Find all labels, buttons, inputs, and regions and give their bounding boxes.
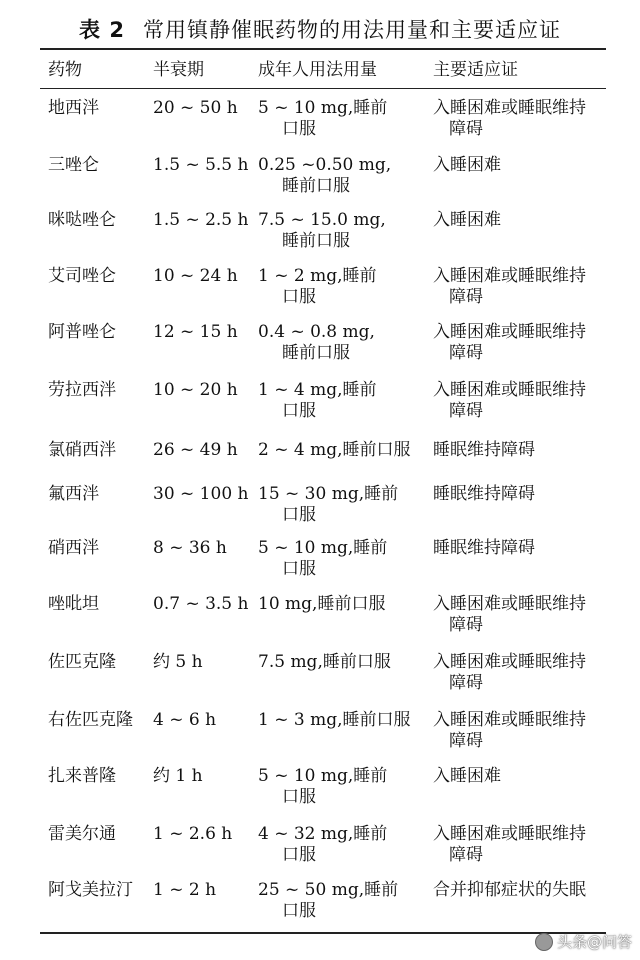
half-life: 10 ~ 20 h (153, 380, 238, 400)
dosage-line-1: 2 ~ 4 mg,睡前口服 (258, 440, 411, 460)
indication (433, 155, 618, 176)
drug-name: 咪哒唑仑 (48, 210, 116, 230)
half-life: 约 5 h (153, 652, 203, 672)
dosage-line-1: 5 ~ 10 mg,睡前 (258, 766, 388, 786)
table-title (0, 14, 640, 44)
table-row (0, 824, 640, 874)
dosage-line-1: 0.4 ~ 0.8 mg, (258, 322, 375, 342)
half-life: 30 ~ 100 h (153, 484, 249, 504)
table-number: 表 2 (79, 18, 125, 42)
dosage (258, 322, 428, 364)
header-drug: 药物 (48, 60, 82, 80)
dosage (258, 484, 428, 526)
dosage-line-2: 口服 (282, 901, 316, 921)
header-rule (40, 88, 606, 89)
table-row (0, 210, 640, 260)
dosage-line-1: 0.25 ~0.50 mg, (258, 155, 392, 175)
indication-line-2: 障碍 (449, 845, 483, 865)
indication-line-2: 障碍 (449, 119, 483, 139)
table-row (0, 266, 640, 316)
indication-line-1: 睡眠维持障碍 (433, 440, 535, 460)
dosage-line-1: 1 ~ 4 mg,睡前 (258, 380, 377, 400)
watermark-logo-icon (535, 933, 553, 951)
header-half-life: 半衰期 (153, 60, 204, 80)
dosage-line-2: 口服 (282, 287, 316, 307)
table-row (0, 98, 640, 148)
dosage-line-2: 口服 (282, 559, 316, 579)
dosage (258, 710, 428, 731)
table-row (0, 155, 640, 205)
table-row (0, 440, 640, 490)
half-life: 0.7 ~ 3.5 h (153, 594, 249, 614)
half-life: 1 ~ 2 h (153, 880, 217, 900)
half-life: 1 ~ 2.6 h (153, 824, 233, 844)
dosage (258, 440, 428, 461)
dosage-line-1: 4 ~ 32 mg,睡前 (258, 824, 388, 844)
dosage (258, 594, 428, 615)
indication (433, 710, 618, 752)
indication-line-1: 入睡困难或睡眠维持 (433, 266, 586, 286)
dosage-line-1: 5 ~ 10 mg,睡前 (258, 98, 388, 118)
dosage (258, 538, 428, 580)
indication-line-1: 入睡困难或睡眠维持 (433, 652, 586, 672)
dosage-line-2: 口服 (282, 787, 316, 807)
drug-name: 唑吡坦 (48, 594, 99, 614)
drug-name: 氟西泮 (48, 484, 99, 504)
half-life: 12 ~ 15 h (153, 322, 238, 342)
bottom-rule (40, 932, 606, 934)
indication-line-1: 入睡困难或睡眠维持 (433, 380, 586, 400)
dosage-line-1: 7.5 ~ 15.0 mg, (258, 210, 386, 230)
table-row (0, 710, 640, 760)
indication-line-1: 入睡困难或睡眠维持 (433, 710, 586, 730)
dosage (258, 824, 428, 866)
table-row (0, 880, 640, 930)
indication (433, 880, 618, 901)
dosage-line-1: 15 ~ 30 mg,睡前 (258, 484, 399, 504)
indication-line-1: 睡眠维持障碍 (433, 484, 535, 504)
indication (433, 538, 618, 559)
indication-line-2: 障碍 (449, 287, 483, 307)
dosage-line-2: 口服 (282, 505, 316, 525)
indication-line-1: 入睡困难或睡眠维持 (433, 322, 586, 342)
indication (433, 484, 618, 505)
dosage-line-2: 口服 (282, 401, 316, 421)
watermark-text: 头条@问答 (556, 933, 632, 951)
drug-name: 扎来普隆 (48, 766, 116, 786)
indication-line-1: 入睡困难或睡眠维持 (433, 824, 586, 844)
dosage-line-2: 口服 (282, 119, 316, 139)
indication (433, 266, 618, 308)
dosage-line-2: 睡前口服 (282, 176, 350, 196)
indication-line-2: 障碍 (449, 343, 483, 363)
drug-name: 阿普唑仑 (48, 322, 116, 342)
indication-line-1: 合并抑郁症状的失眠 (433, 880, 586, 900)
indication-line-2: 障碍 (449, 673, 483, 693)
indication (433, 98, 618, 140)
drug-name: 阿戈美拉汀 (48, 880, 133, 900)
dosage-line-1: 1 ~ 2 mg,睡前 (258, 266, 377, 286)
dosage-line-2: 睡前口服 (282, 231, 350, 251)
table-row (0, 652, 640, 702)
indication (433, 380, 618, 422)
indication-line-2: 障碍 (449, 401, 483, 421)
dosage-line-1: 25 ~ 50 mg,睡前 (258, 880, 399, 900)
half-life: 1.5 ~ 2.5 h (153, 210, 249, 230)
table-row (0, 594, 640, 644)
dosage-line-2: 睡前口服 (282, 343, 350, 363)
indication-line-2: 障碍 (449, 615, 483, 635)
half-life: 约 1 h (153, 766, 203, 786)
dosage-line-2: 口服 (282, 845, 316, 865)
indication-line-1: 入睡困难或睡眠维持 (433, 594, 586, 614)
dosage (258, 880, 428, 922)
dosage (258, 210, 428, 252)
half-life: 10 ~ 24 h (153, 266, 238, 286)
dosage-line-1: 7.5 mg,睡前口服 (258, 652, 391, 672)
indication (433, 594, 618, 636)
table-row (0, 322, 640, 372)
header-dosage: 成年人用法用量 (258, 60, 377, 80)
drug-name: 雷美尔通 (48, 824, 116, 844)
table-title-text: 常用镇静催眠药物的用法用量和主要适应证 (142, 18, 561, 42)
half-life: 26 ~ 49 h (153, 440, 238, 460)
dosage (258, 766, 428, 808)
watermark (535, 931, 632, 952)
drug-name: 三唑仑 (48, 155, 99, 175)
indication-line-1: 入睡困难 (433, 210, 501, 230)
top-rule (40, 48, 606, 50)
dosage (258, 266, 428, 308)
table-header (0, 60, 640, 84)
table-row (0, 766, 640, 816)
indication (433, 210, 618, 231)
drug-name: 硝西泮 (48, 538, 99, 558)
drug-name: 劳拉西泮 (48, 380, 116, 400)
drug-name: 艾司唑仑 (48, 266, 116, 286)
indication (433, 440, 618, 461)
indication (433, 766, 618, 787)
dosage (258, 652, 428, 673)
half-life: 1.5 ~ 5.5 h (153, 155, 249, 175)
drug-name: 佐匹克隆 (48, 652, 116, 672)
half-life: 4 ~ 6 h (153, 710, 217, 730)
indication (433, 824, 618, 866)
indication-line-1: 入睡困难 (433, 155, 501, 175)
dosage-line-1: 1 ~ 3 mg,睡前口服 (258, 710, 411, 730)
dosage (258, 98, 428, 140)
indication (433, 652, 618, 694)
half-life: 8 ~ 36 h (153, 538, 227, 558)
indication-line-1: 睡眠维持障碍 (433, 538, 535, 558)
dosage-line-1: 10 mg,睡前口服 (258, 594, 386, 614)
indication-line-1: 入睡困难 (433, 766, 501, 786)
table-row (0, 380, 640, 430)
drug-name: 氯硝西泮 (48, 440, 116, 460)
header-indication: 主要适应证 (433, 60, 518, 80)
table-row (0, 538, 640, 588)
indication (433, 322, 618, 364)
dosage-line-1: 5 ~ 10 mg,睡前 (258, 538, 388, 558)
indication-line-1: 入睡困难或睡眠维持 (433, 98, 586, 118)
drug-name: 右佐匹克隆 (48, 710, 133, 730)
indication-line-2: 障碍 (449, 731, 483, 751)
table-row (0, 484, 640, 534)
half-life: 20 ~ 50 h (153, 98, 238, 118)
dosage (258, 380, 428, 422)
dosage (258, 155, 428, 197)
drug-name: 地西泮 (48, 98, 99, 118)
